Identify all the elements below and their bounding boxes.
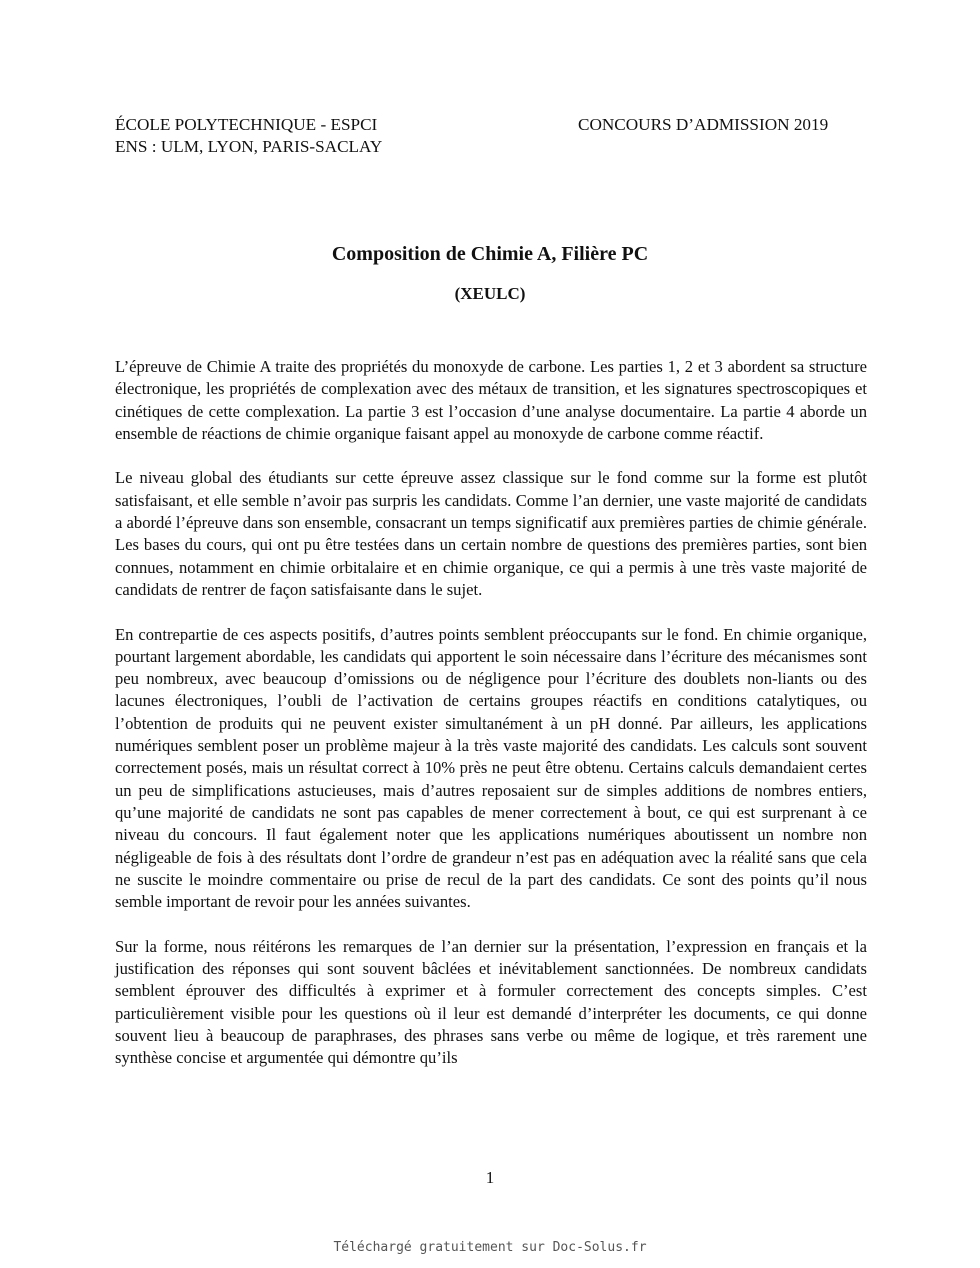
header-institution-line-2: ENS : ULM, LYON, PARIS-SACLAY: [115, 137, 383, 156]
document-subtitle: (XEULC): [454, 284, 526, 303]
paragraph-concerns: En contrepartie de ces aspects positifs, d’autres points semblent préoccupants sur le fond. En chimie organique, pourtant largement abordable, les candidats qui apportent le soin nécessaire dans l’écriture des mécanismes sont peu nombreux, avec beaucoup d’omissions ou de négligence pour l’écriture des doublets non-liants ou des lacunes électroniques, l’oubli de l’activation de certains groupes réactifs en conditions catalytiques, ou l’obtention de produits qui ne peuvent exister simultanément à un pH donné. Par ailleurs, les applications numériques semblent poser un problème majeur à la très vaste majorité des candidats. Les calculs sont souvent correctement posés, mais un résultat correct à 10% près ne peut être obtenu. Certains calculs demandaient certes un peu de simplifications astucieuses, mais d’autres reposaient sur de simples additions de nombres entiers, qu’une majorité de candidats ne sont pas capables de mener correctement à bout, ce qui est surprenant à ce niveau du concours. Il faut également noter que les applications numériques aboutissent un nombre non négligeable de fois à des résultats dont l’ordre de grandeur n’est pas en adéquation avec la réalité sans que cela ne suscite le moindre commentaire ou prise de recul de la part des candidats. Ce sont des points qu’il nous semble important de revoir pour les années suivantes.: [115, 624, 867, 912]
header-institution-line-1: ÉCOLE POLYTECHNIQUE - ESPCI: [115, 115, 378, 134]
paragraph-overall-level: Le niveau global des étudiants sur cette épreuve assez classique sur le fond comme sur la forme est plutôt satisfaisant, et elle semble n’avoir pas surpris les candidats. Comme l’an dernier, une vaste majorité de candidats a abordé l’épreuve dans son ensemble, consacrant un temps significatif aux premières parties de chimie générale. Les bases du cours, qui ont pu être testées dans un certain nombre de questions des premières parties, sont bien connues, notamment en chimie orbitalaire et en chimie organique, ce qui a permis à une très vaste majorité de candidats de rentrer de façon satisfaisante dans le sujet.: [115, 468, 867, 599]
paragraph-form: Sur la forme, nous réitérons les remarques de l’an dernier sur la présentation, l’expression en français et la justification des réponses qui sont souvent bâclées et inévitablement sanctionnées. De nombreux candidats semblent éprouver des difficultés à exprimer et à formuler correctement des concepts simples. C’est particulièrement visible pour les questions où il leur est demandé d’interpréter les documents, ce qui donne souvent lieu à beaucoup de paraphrases, des phrases sans verbe ou même de logique, et très rarement une synthèse concise et argumentée qui démontre qu’ils: [115, 936, 867, 1068]
document-title: Composition de Chimie A, Filière PC: [331, 243, 649, 265]
report-body: [115, 356, 867, 1092]
header-institutions: [115, 114, 382, 158]
page-number: 1: [485, 1168, 495, 1187]
download-footer: Téléchargé gratuitement sur Doc-Solus.fr: [333, 1240, 647, 1255]
header-exam-title: CONCOURS D’ADMISSION 2019: [578, 115, 829, 134]
paragraph-intro: L’épreuve de Chimie A traite des propriétés du monoxyde de carbone. Les parties 1, 2 et 3 abordent sa structure électronique, les propriétés de complexation avec des métaux de transition, et les signatures spectroscopiques et cinétiques de cette complexation. La partie 3 est l’occasion d’une analyse documentaire. La partie 4 aborde un ensemble de réactions de chimie organique faisant appel au monoxyde de carbone comme réactif.: [115, 357, 867, 443]
